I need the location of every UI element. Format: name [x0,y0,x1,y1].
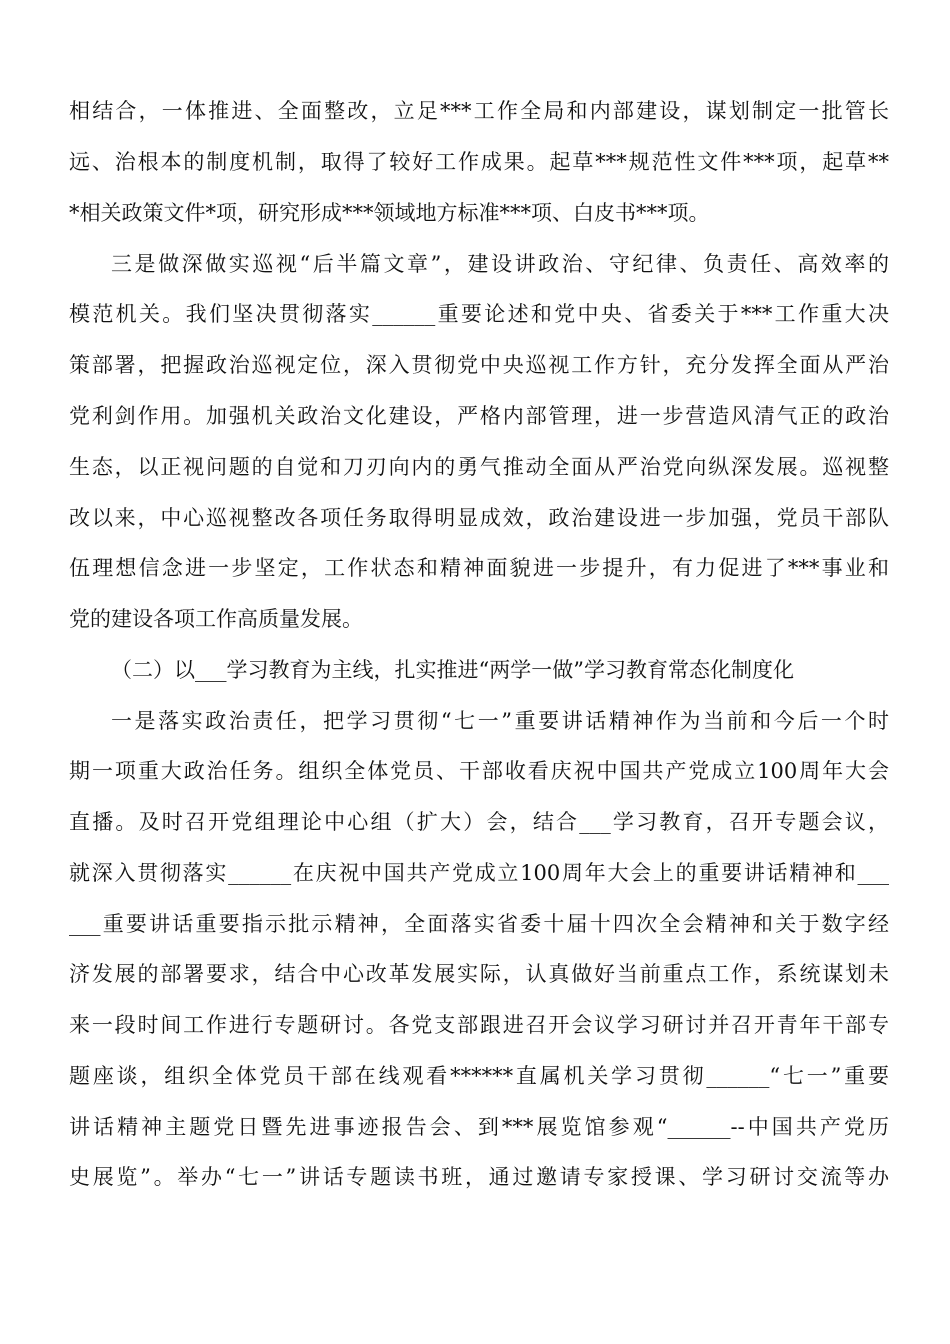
paragraph-line-5: 模范机关。我们坚决贯彻落实______重要论述和党中央、省委关于***工作重大决 [69,302,889,326]
paragraph-line-22: 史展览”。举办“七一”讲话专题读书班，通过邀请专家授课、学习研讨交流等办 [69,1165,889,1189]
paragraph-line-10: 伍理想信念进一步坚定，工作状态和精神面貌进一步提升，有力促进了***事业和 [69,556,889,580]
paragraph-line-20: 题座谈，组织全体党员干部在线观看******直属机关学习贯彻______“七一”重要 [69,1064,889,1088]
paragraph-line-15: 直播。及时召开党组理论中心组（扩大）会，结合___学习教育，召开专题会议， [69,810,889,834]
paragraph-line-14: 期一项重大政治任务。组织全体党员、干部收看庆祝中国共产党成立100周年大会 [69,759,889,783]
paragraph-line-7: 党利剑作用。加强机关政治文化建设，严格内部管理，进一步营造风清气正的政治 [69,404,889,428]
paragraph-line-9: 改以来，中心巡视整改各项任务取得明显成效，政治建设进一步加强，党员干部队 [69,506,889,530]
paragraph-line-6: 策部署，把握政治巡视定位，深入贯彻党中央巡视工作方针，充分发挥全面从严治 [69,353,889,377]
paragraph-line-8: 生态，以正视问题的自觉和刀刃向内的勇气推动全面从严治党向纵深发展。巡视整 [69,455,889,479]
section-heading: （二）以___学习教育为主线，扎实推进“两学一做”学习教育常态化制度化 [111,658,794,682]
paragraph-line-1: 相结合，一体推进、全面整改，立足***工作全局和内部建设，谋划制定一批管长 [69,99,889,123]
paragraph-line-17: ___重要讲话重要指示批示精神，全面落实省委十届十四次全会精神和关于数字经 [69,912,889,936]
paragraph-line-3: *相关政策文件*项，研究形成***领域地方标准***项、白皮书***项。 [69,201,710,225]
paragraph-line-4: 三是做深做实巡视“后半篇文章”，建设讲政治、守纪律、负责任、高效率的 [111,252,889,276]
paragraph-line-16: 就深入贯彻落实______在庆祝中国共产党成立100周年大会上的重要讲话精神和___ [69,861,889,885]
paragraph-line-13: 一是落实政治责任，把学习贯彻“七一”重要讲话精神作为当前和今后一个时 [111,709,889,733]
paragraph-line-11: 党的建设各项工作高质量发展。 [69,607,363,631]
paragraph-line-2: 远、治根本的制度机制，取得了较好工作成果。起草***规范性文件***项，起草** [69,150,889,174]
paragraph-line-19: 来一段时间工作进行专题研讨。各党支部跟进召开会议学习研讨并召开青年干部专 [69,1013,889,1037]
paragraph-line-21: 讲话精神主题党日暨先进事迹报告会、到***展览馆参观“______--中国共产党历 [69,1115,889,1139]
paragraph-line-18: 济发展的部署要求，结合中心改革发展实际，认真做好当前重点工作，系统谋划未 [69,962,889,986]
